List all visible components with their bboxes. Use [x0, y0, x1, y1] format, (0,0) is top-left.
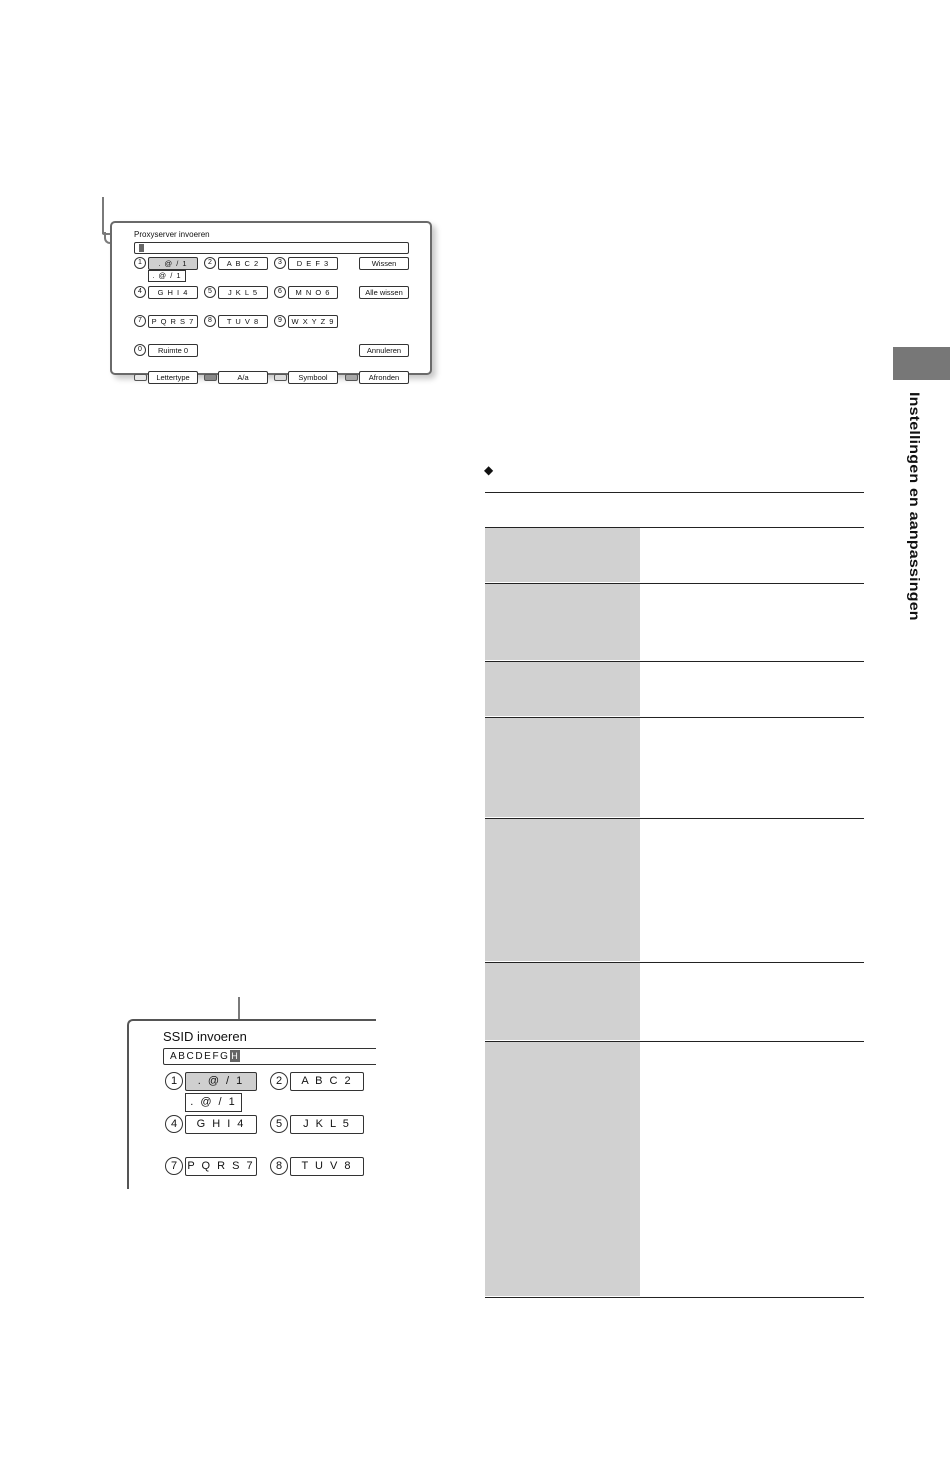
key-4[interactable]: G H I 4 [148, 286, 198, 299]
key-0-space[interactable]: Ruimte 0 [148, 344, 198, 357]
color-indicator-icon [274, 374, 287, 381]
table-rule [485, 492, 864, 493]
table-rule [485, 818, 864, 819]
panel-title: SSID invoeren [163, 1029, 247, 1044]
key-number: 0 [134, 344, 146, 356]
table-rule [485, 527, 864, 528]
key-number: 8 [270, 1157, 288, 1175]
character-candidates: . @ / 1 [148, 270, 186, 282]
table-rule [485, 583, 864, 584]
table-cell-shaded [485, 819, 640, 961]
panel-title: Proxyserver invoeren [134, 230, 210, 239]
table-cell-shaded [485, 662, 640, 716]
ssid-input-screen [127, 1019, 376, 1189]
entered-text: ABCDEFG [170, 1051, 230, 1062]
key-1[interactable]: . @ / 1 [185, 1072, 257, 1091]
key-1[interactable]: . @ / 1 [148, 257, 198, 270]
table-rule [485, 1041, 864, 1042]
section-side-title: Instellingen en aanpassingen [906, 392, 922, 621]
ssid-input-field[interactable] [163, 1048, 376, 1065]
section-tab-marker [893, 347, 950, 380]
color-indicator-icon [204, 374, 217, 381]
table-cell-shaded [485, 1042, 640, 1296]
key-3[interactable]: D E F 3 [288, 257, 338, 270]
annuleren-button[interactable]: Annuleren [359, 344, 409, 357]
key-number: 3 [274, 257, 286, 269]
table-rule [485, 661, 864, 662]
key-4[interactable]: G H I 4 [185, 1115, 257, 1134]
key-number: 5 [270, 1115, 288, 1133]
proxy-input-field[interactable] [134, 242, 409, 254]
table-cell-shaded [485, 584, 640, 660]
key-number: 7 [134, 315, 146, 327]
key-number: 4 [134, 286, 146, 298]
key-9[interactable]: W X Y Z 9 [288, 315, 338, 328]
callout-line [102, 197, 104, 234]
key-number: 5 [204, 286, 216, 298]
table-cell-shaded [485, 963, 640, 1040]
key-5[interactable]: J K L 5 [290, 1115, 364, 1134]
key-number: 2 [270, 1072, 288, 1090]
key-number: 6 [274, 286, 286, 298]
text-cursor [139, 244, 144, 252]
key-number: 8 [204, 315, 216, 327]
text-cursor: H [231, 1051, 238, 1062]
key-number: 1 [165, 1072, 183, 1090]
key-2[interactable]: A B C 2 [290, 1072, 364, 1091]
key-7[interactable]: P Q R S 7 [148, 315, 198, 328]
symbool-button[interactable]: Symbool [288, 371, 338, 384]
key-8[interactable]: T U V 8 [290, 1157, 364, 1176]
proxyserver-input-screen [110, 221, 432, 382]
key-number: 7 [165, 1157, 183, 1175]
key-number: 4 [165, 1115, 183, 1133]
table-rule [485, 1297, 864, 1298]
alle-wissen-button[interactable]: Alle wissen [359, 286, 409, 299]
color-indicator-icon [134, 374, 147, 381]
table-cell-shaded [485, 718, 640, 817]
key-number: 9 [274, 315, 286, 327]
table-cell-shaded [485, 528, 640, 582]
afronden-button[interactable]: Afronden [359, 371, 409, 384]
key-6[interactable]: M N O 6 [288, 286, 338, 299]
key-7[interactable]: P Q R S 7 [185, 1157, 257, 1176]
character-candidates: . @ / 1 [185, 1093, 242, 1112]
table-rule [485, 962, 864, 963]
table-rule [485, 717, 864, 718]
key-5[interactable]: J K L 5 [218, 286, 268, 299]
case-toggle-button[interactable]: A/a [218, 371, 268, 384]
color-indicator-icon [345, 374, 358, 381]
key-2[interactable]: A B C 2 [218, 257, 268, 270]
key-8[interactable]: T U V 8 [218, 315, 268, 328]
diamond-bullet-icon: ◆ [484, 463, 494, 477]
key-number: 1 [134, 257, 146, 269]
lettertype-button[interactable]: Lettertype [148, 371, 198, 384]
wissen-button[interactable]: Wissen [359, 257, 409, 270]
key-number: 2 [204, 257, 216, 269]
